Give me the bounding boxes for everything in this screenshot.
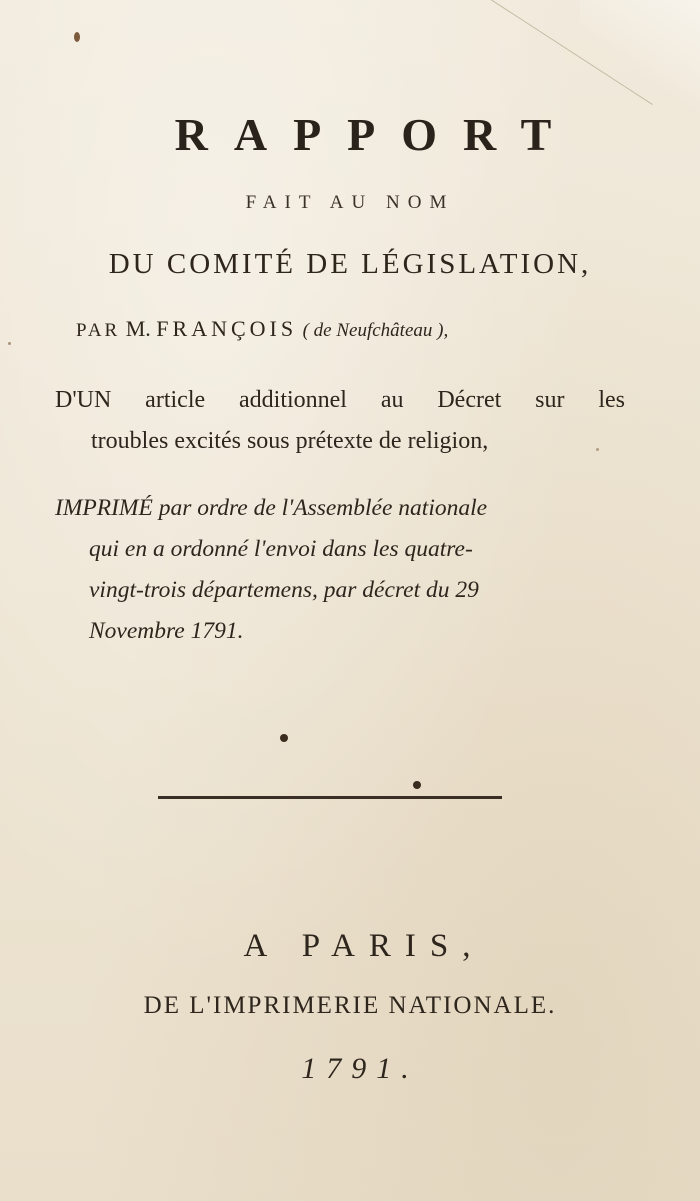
- ornament-dot: [413, 781, 421, 789]
- author-line: [76, 316, 448, 342]
- publication-year: 1791.: [301, 1052, 419, 1085]
- article-line: D'UN article additionnel au Décret sur les: [55, 387, 625, 413]
- author-name: FRANÇOIS: [156, 316, 298, 341]
- author-locality: ( de Neufchâteau ),: [302, 320, 449, 341]
- author-initial: M.: [125, 316, 151, 341]
- author-prefix: PAR: [76, 320, 121, 341]
- imprint-line: Novembre 1791.: [89, 618, 244, 644]
- ornament-dot: [280, 734, 288, 742]
- document-title: RAPPORT: [174, 109, 578, 160]
- printer-name: DE L'IMPRIMERIE NATIONALE.: [143, 992, 557, 1019]
- imprint-place: A PARIS,: [243, 928, 485, 964]
- imprint-line: IMPRIMÉ par ordre de l'Assemblée nationale: [55, 495, 488, 521]
- imprint-line: vingt-trois départemens, par décret du 29: [89, 577, 479, 603]
- imprint-statement: [55, 488, 625, 652]
- committee-heading: DU COMITÉ DE LÉGISLATION,: [108, 248, 592, 280]
- ink-speck: [74, 32, 80, 42]
- paper-fold-crease: [434, 0, 700, 105]
- divider-rule: [158, 796, 502, 799]
- document-subtitle: FAIT AU NOM: [245, 192, 455, 213]
- ink-speck: [8, 342, 11, 345]
- imprint-line: qui en a ordonné l'envoi dans les quatre-: [89, 536, 473, 562]
- article-description: [55, 380, 625, 462]
- article-line: troubles excités sous prétexte de religion,: [91, 428, 489, 454]
